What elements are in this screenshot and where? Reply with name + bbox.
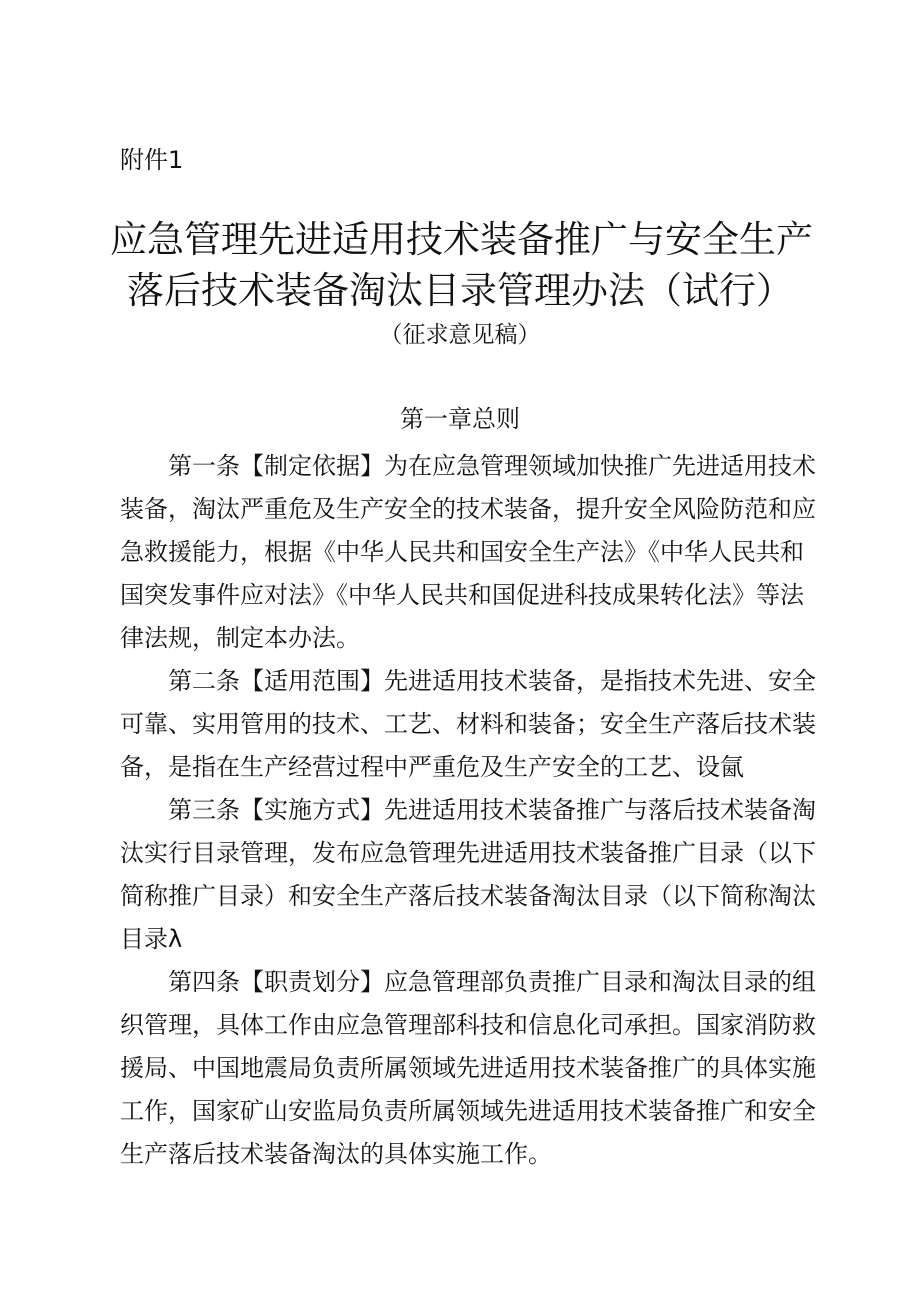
article-1-line-2: 装备，淘汰严重危及生产安全的技术装备，提升安全风险防范和应 [120,495,816,523]
article-2-line-3: 备，是指在生产经营过程中严重危及生产安全的工艺、设氤 [120,753,744,781]
article-1-line-3: 急救援能力，根据《中华人民共和国安全生产法》《中华人民共和 [120,538,804,566]
document-title-line-1: 应急管理先进适用技术装备推广与安全生产 [110,218,813,261]
article-2-line-2: 可靠、实用管用的技术、工艺、材料和装备；安全生产落后技术装 [120,710,816,738]
article-4-line-1: 第四条【职责划分】应急管理部负责推广目录和淘汰目录的组 [168,968,816,996]
article-4-line-3: 援局、中国地震局负责所属领域先进适用技术装备推广的具体实施 [120,1054,816,1082]
chapter-heading: 第一章总则 [400,405,520,433]
article-4-line-2: 织管理，具体工作由应急管理部科技和信息化司承担。国家消防救 [120,1011,816,1039]
article-3-line-2: 汰实行目录管理，发布应急管理先进适用技术装备推广目录（以下 [120,839,816,867]
article-4-line-4: 工作，国家矿山安监局负责所属领域先进适用技术装备推广和安全 [120,1097,816,1125]
article-4-line-5: 生产落后技术装备淘汰的具体实施工作。 [120,1140,552,1168]
article-1-line-1: 第一条【制定依据】为在应急管理领域加快推广先进适用技术 [168,452,816,480]
document-subtitle: （征求意见稿） [379,322,541,348]
document-title-line-2: 落后技术装备淘汰目录管理办法（试行） [127,269,793,312]
article-2-line-1: 第二条【适用范围】先进适用技术装备，是指技术先进、安全 [168,667,816,695]
article-1-line-5: 律法规，制定本办法。 [120,624,360,652]
article-1-line-4: 国突发事件应对法》《中华人民共和国促进科技成果转化法》等法 [120,581,804,609]
attachment-label: 附件1 [120,146,184,174]
article-3-line-4: 目录λ [120,925,183,953]
article-3-line-3: 简称推广目录）和安全生产落后技术装备淘汰目录（以下简称淘汰 [120,882,816,910]
article-3-line-1: 第三条【实施方式】先进适用技术装备推广与落后技术装备淘 [168,796,816,824]
